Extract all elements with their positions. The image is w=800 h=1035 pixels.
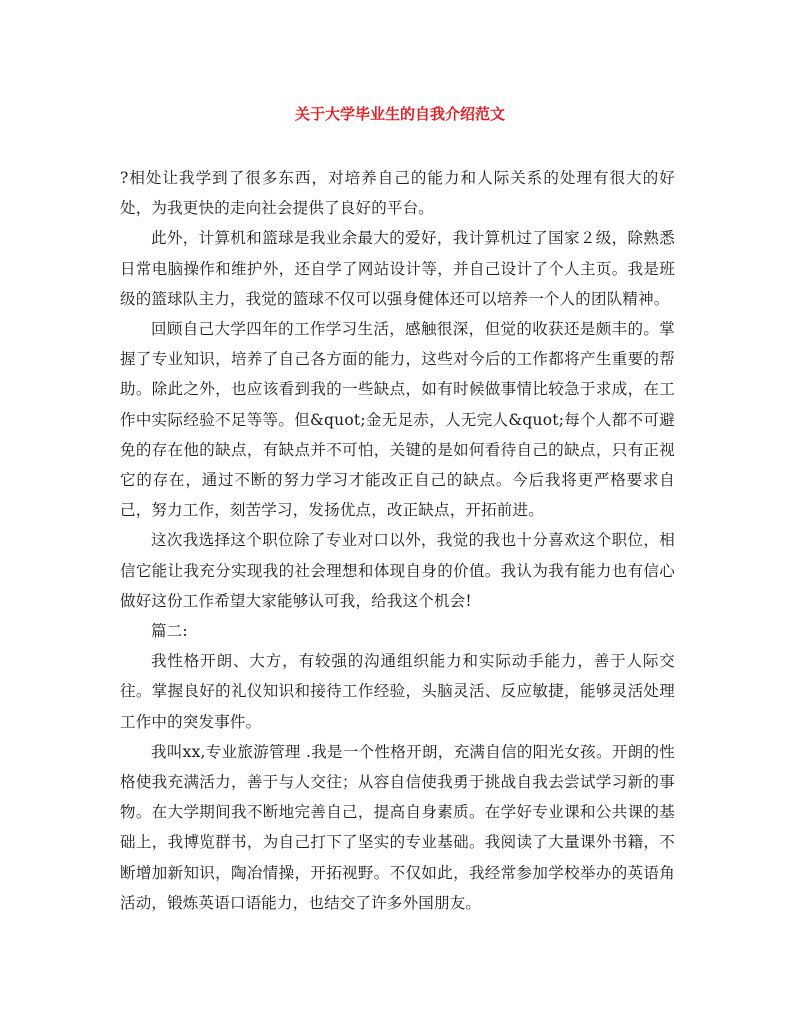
document-body	[120, 163, 675, 918]
paragraph-2: 此外，计算机和篮球是我业余最大的爱好，我计算机过了国家２级，除熟悉日常电脑操作和维护外，还自学了网站设计等，并自己设计了个人主页。我是班级的篮球队主力，我觉的篮球不仅可以强身健体还可以培养一个人的团队精神。	[120, 229, 675, 308]
paragraph-6: 我叫xx,专业旅游管理 .我是一个性格开朗，充满自信的阳光女孩。开朗的性格使我充满活力，善于与人交往；从容自信使我勇于挑战自我去尝试学习新的事物。在大学期间我不断地完善自己，提高自身素质。在学好专业课和公共课的基础上，我博览群书，为自己打下了坚实的专业基础。我阅读了大量课外书籍，不断增加新知识，陶冶情操，开拓视野。不仅如此，我经常参加学校举办的英语角活动，锻炼英语口语能力，也结交了许多外国朋友。	[120, 742, 675, 912]
paragraph-5: 我性格开朗、大方，有较强的沟通组织能力和实际动手能力，善于人际交往。掌握良好的礼仪知识和接待工作经验，头脑灵活、反应敏捷，能够灵活处理工作中的突发事件。	[120, 652, 675, 731]
paragraph-1: ?相处让我学到了很多东西，对培养自己的能力和人际关系的处理有很大的好处，为我更快的走向社会提供了良好的平台。	[120, 169, 675, 218]
document-title: 关于大学毕业生的自我介绍范文	[294, 105, 505, 123]
paragraph-3: 回顾自己大学四年的工作学习生活，感触很深，但觉的收获还是颇丰的。掌握了专业知识，培养了自己各方面的能力，这些对今后的工作都将产生重要的帮助。除此之外，也应该看到我的一些缺点，如有时候做事情比较急于求成，在工作中实际经验不足等等。但&quot;金无足赤，人无完人&quot;每个人都不可避免的存在他的缺点，有缺点并不可怕，关键的是如何看待自己的缺点，只有正视它的存在，通过不断的努力学习才能改正自己的缺点。今后我将更严格要求自己，努力工作，刻苦学习，发扬优点，改正缺点，开拓前进。	[120, 320, 675, 520]
section-heading-part-two: 篇二:	[151, 622, 188, 641]
paragraph-4: 这次我选择这个职位除了专业对口以外，我觉的我也十分喜欢这个职位，相信它能让我充分实现我的社会理想和体现自身的价值。我认为我有能力也有信心做好这份工作希望大家能够认可我，给我这个机会!	[120, 531, 675, 610]
